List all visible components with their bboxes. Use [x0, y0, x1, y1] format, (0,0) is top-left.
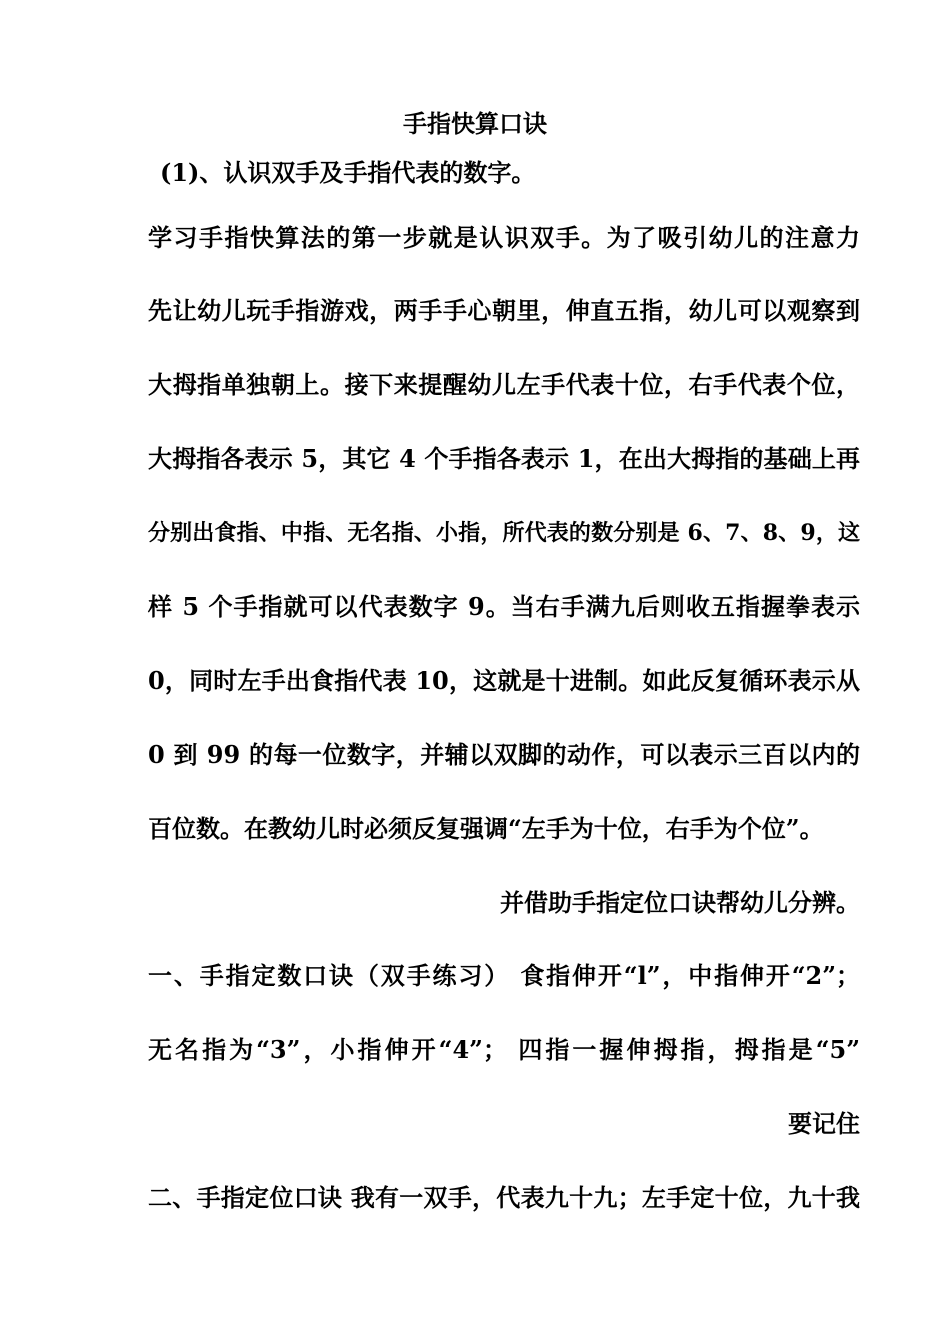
- paragraph-line-3: 大拇指单独朝上。接下来提醒幼儿左手代表十位，右手代表个位，: [148, 370, 860, 399]
- paragraph-line-5: 分别出食指、中指、无名指、小指，所代表的数分别是 6、7、8、9，这: [148, 520, 860, 546]
- paragraph-line-13: 要记住: [788, 1109, 860, 1138]
- paragraph-line-6: 样 5 个手指就可以代表数字 9。当右手满九后则收五指握拳表示: [148, 592, 860, 621]
- paragraph-line-14: 二、手指定位口诀 我有一双手，代表九十九；左手定十位，九十我: [148, 1183, 860, 1212]
- document-title: 手指快算口诀: [403, 109, 547, 138]
- paragraph-line-1: 学习手指快算法的第一步就是认识双手。为了吸引幼儿的注意力: [148, 223, 860, 252]
- paragraph-line-11: 一、手指定数口诀（双手练习） 食指伸开“l”，中指伸开“2”；: [148, 961, 860, 990]
- paragraph-line-7: 0，同时左手出食指代表 10，这就是十进制。如此反复循环表示从: [148, 666, 860, 695]
- paragraph-line-12: 无名指为“3”，小指伸开“4”； 四指一握伸拇指，拇指是“5”: [148, 1035, 860, 1064]
- paragraph-line-9: 百位数。在教幼儿时必须反复强调“左手为十位，右手为个位”。: [148, 814, 824, 843]
- paragraph-line-4: 大拇指各表示 5，其它 4 个手指各表示 1，在出大拇指的基础上再: [148, 444, 860, 473]
- paragraph-line-2: 先让幼儿玩手指游戏，两手手心朝里，伸直五指，幼儿可以观察到: [148, 296, 860, 325]
- paragraph-line-8: 0 到 99 的每一位数字，并辅以双脚的动作，可以表示三百以内的: [148, 740, 860, 769]
- paragraph-line-10: 并借助手指定位口诀帮幼儿分辨。: [500, 888, 860, 917]
- section-heading: (1)、认识双手及手指代表的数字。: [160, 158, 536, 187]
